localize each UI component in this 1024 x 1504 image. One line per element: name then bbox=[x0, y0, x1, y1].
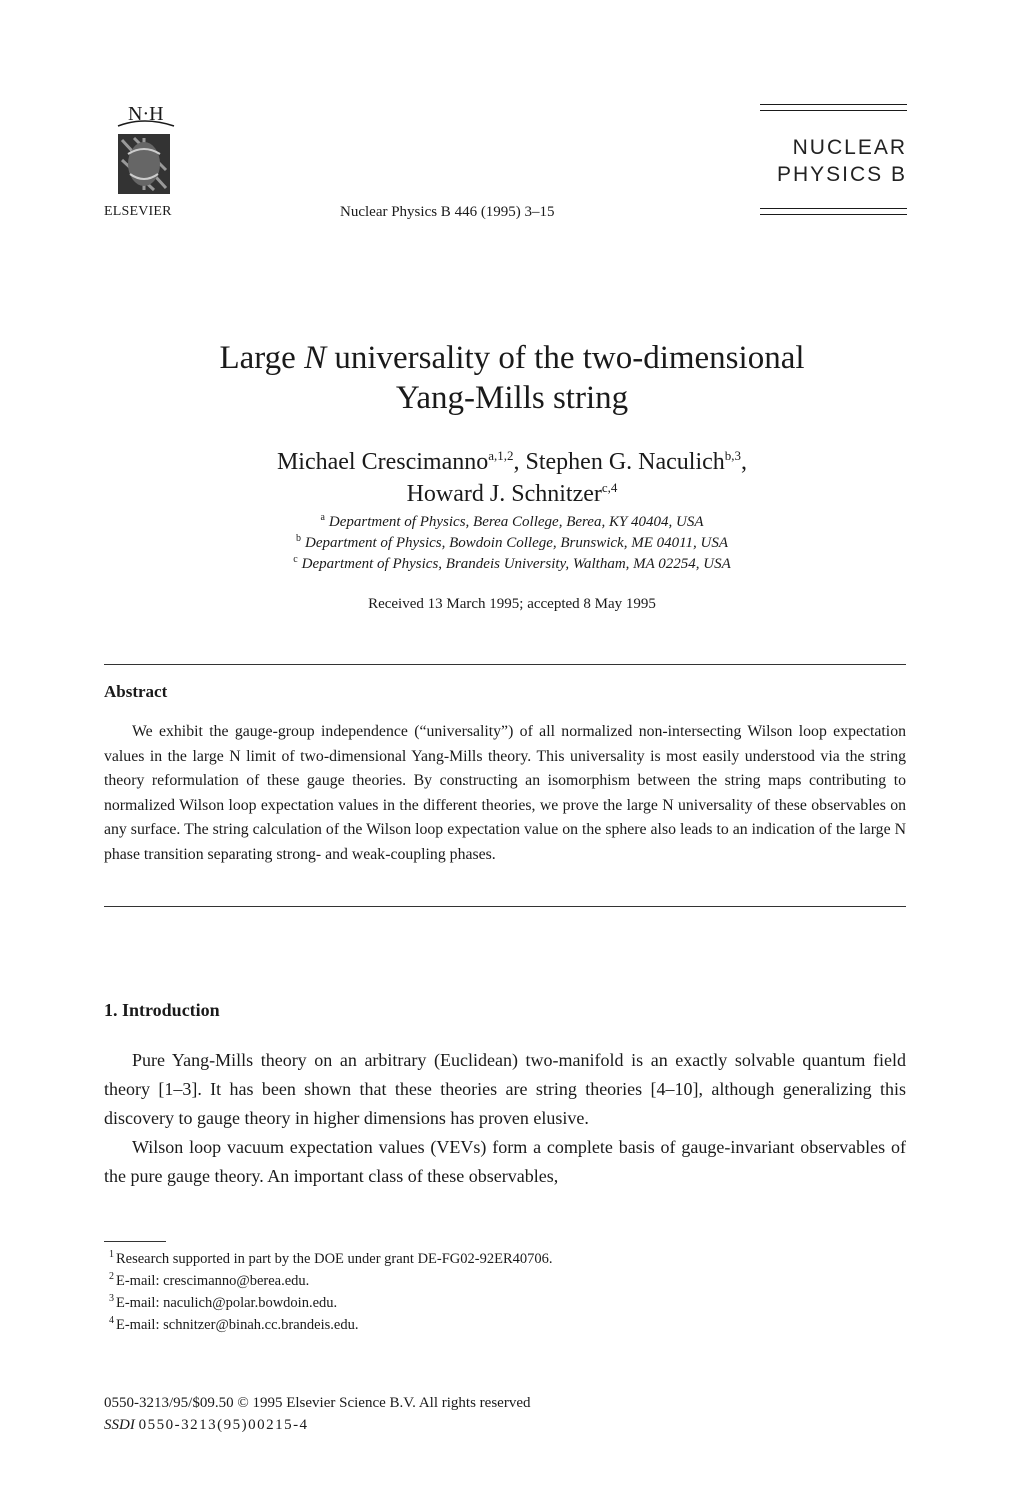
copyright-line: 0550-3213/95/$09.50 © 1995 Elsevier Science B.V. All rights reserved bbox=[104, 1395, 531, 1411]
journal-citation: Nuclear Physics B 446 (1995) 3–15 bbox=[340, 204, 555, 220]
footnote-list bbox=[104, 1248, 906, 1336]
title-text: universality of the two-dimensional bbox=[326, 340, 805, 376]
journal-rule-bottom-1 bbox=[760, 208, 907, 209]
affiliation-mark: c bbox=[293, 554, 298, 565]
title-variable: N bbox=[304, 340, 327, 376]
journal-rule-bottom-2 bbox=[760, 214, 907, 215]
footnote-item bbox=[109, 1292, 906, 1314]
footnote-item bbox=[109, 1248, 906, 1270]
received-date: Received 13 March 1995; accepted 8 May 1995 bbox=[368, 596, 656, 612]
author-list bbox=[0, 446, 1024, 510]
footnote-item bbox=[109, 1270, 906, 1292]
logo-text: N·H bbox=[128, 103, 164, 125]
affiliation-mark: b bbox=[296, 533, 301, 544]
abstract-body bbox=[104, 720, 906, 867]
footnote-mark: 3 bbox=[109, 1293, 114, 1305]
footnote-mark: 2 bbox=[109, 1271, 114, 1283]
author-name: Howard J. Schnitzer bbox=[406, 481, 602, 507]
section-heading: 1. Introduction bbox=[104, 1000, 220, 1020]
affiliation-list bbox=[0, 512, 1024, 575]
paper-title bbox=[0, 338, 1024, 418]
ssdi-line bbox=[104, 1414, 530, 1436]
affiliation-text: Department of Physics, Brandeis University, Waltham, MA 02254, USA bbox=[301, 556, 731, 572]
journal-rule-top-1 bbox=[760, 104, 907, 105]
footnote-mark: 4 bbox=[109, 1315, 114, 1327]
author-line2 bbox=[0, 478, 1024, 510]
author-affil-mark: c,4 bbox=[601, 480, 618, 495]
footnote-text: E-mail: crescimanno@berea.edu. bbox=[116, 1273, 310, 1289]
copyright-block bbox=[104, 1392, 530, 1436]
author-name: Michael Crescimanno bbox=[276, 449, 489, 475]
ssdi-code: 0550-3213(95)00215-4 bbox=[138, 1417, 309, 1433]
author-affil-mark: a,1,2 bbox=[488, 448, 514, 463]
affiliation-item bbox=[0, 512, 1024, 533]
footnote-text: E-mail: naculich@polar.bowdoin.edu. bbox=[116, 1295, 338, 1311]
footnote-mark: 1 bbox=[109, 1249, 114, 1261]
abstract-rule-bottom bbox=[104, 906, 906, 907]
ssdi-label: SSDI bbox=[104, 1417, 135, 1433]
section-body bbox=[104, 1046, 906, 1191]
footnote-text: E-mail: schnitzer@binah.cc.brandeis.edu. bbox=[116, 1317, 359, 1333]
author-separator: , bbox=[741, 449, 748, 475]
affiliation-item bbox=[0, 554, 1024, 575]
affiliation-text: Department of Physics, Berea College, Berea, KY 40404, USA bbox=[328, 514, 704, 530]
author-line1 bbox=[0, 446, 1024, 478]
journal-name bbox=[760, 134, 907, 188]
footnote-rule bbox=[104, 1241, 166, 1242]
affiliation-text: Department of Physics, Bowdoin College, Brunswick, ME 04011, USA bbox=[305, 535, 728, 551]
author-name: , Stephen G. Naculich bbox=[513, 449, 725, 475]
abstract-paragraph: We exhibit the gauge-group independence (“universality”) of all normalized non-intersecting Wilson loop expectation values in the large N limit of two-dimensional Yang-Mills theory. This universality is most easily understood via the string theory reformulation of these gauge theories. By constructing an isomorphism between the string maps contributing to normalized Wilson loop expectation values in the different theories, we prove the large N universality of these observables on any surface. The string calculation of the Wilson loop expectation value on the sphere also leads to an indication of the large N phase transition separating strong- and weak-coupling phases. bbox=[104, 723, 906, 863]
title-line2: Yang-Mills string bbox=[395, 380, 629, 416]
footnote-text: Research supported in part by the DOE under grant DE-FG02-92ER40706. bbox=[116, 1251, 553, 1267]
body-paragraph: Pure Yang-Mills theory on an arbitrary (Euclidean) two-manifold is an exactly solvable quantum field theory [1–3]. It has been shown that these theories are string theories [4–10], although generalizing this discovery to gauge theory in higher dimensions has proven elusive. bbox=[104, 1050, 906, 1128]
publisher-name: ELSEVIER bbox=[104, 204, 172, 219]
journal-name-line2: PHYSICS B bbox=[776, 163, 907, 186]
abstract-heading: Abstract bbox=[104, 682, 168, 701]
elsevier-logo-icon bbox=[104, 100, 184, 210]
body-paragraph: Wilson loop vacuum expectation values (VEVs) form a complete basis of gauge-invariant observables of the pure gauge theory. An important class of these observables, bbox=[104, 1137, 906, 1186]
footnote-item bbox=[109, 1314, 906, 1336]
affiliation-mark: a bbox=[320, 512, 325, 523]
title-text: Large bbox=[219, 340, 305, 376]
title-line1 bbox=[0, 338, 1024, 378]
journal-name-line1: NUCLEAR bbox=[792, 136, 907, 159]
abstract-rule-top bbox=[104, 664, 906, 665]
author-affil-mark: b,3 bbox=[724, 448, 742, 463]
affiliation-item bbox=[0, 533, 1024, 554]
journal-rule-top-2 bbox=[760, 110, 907, 111]
